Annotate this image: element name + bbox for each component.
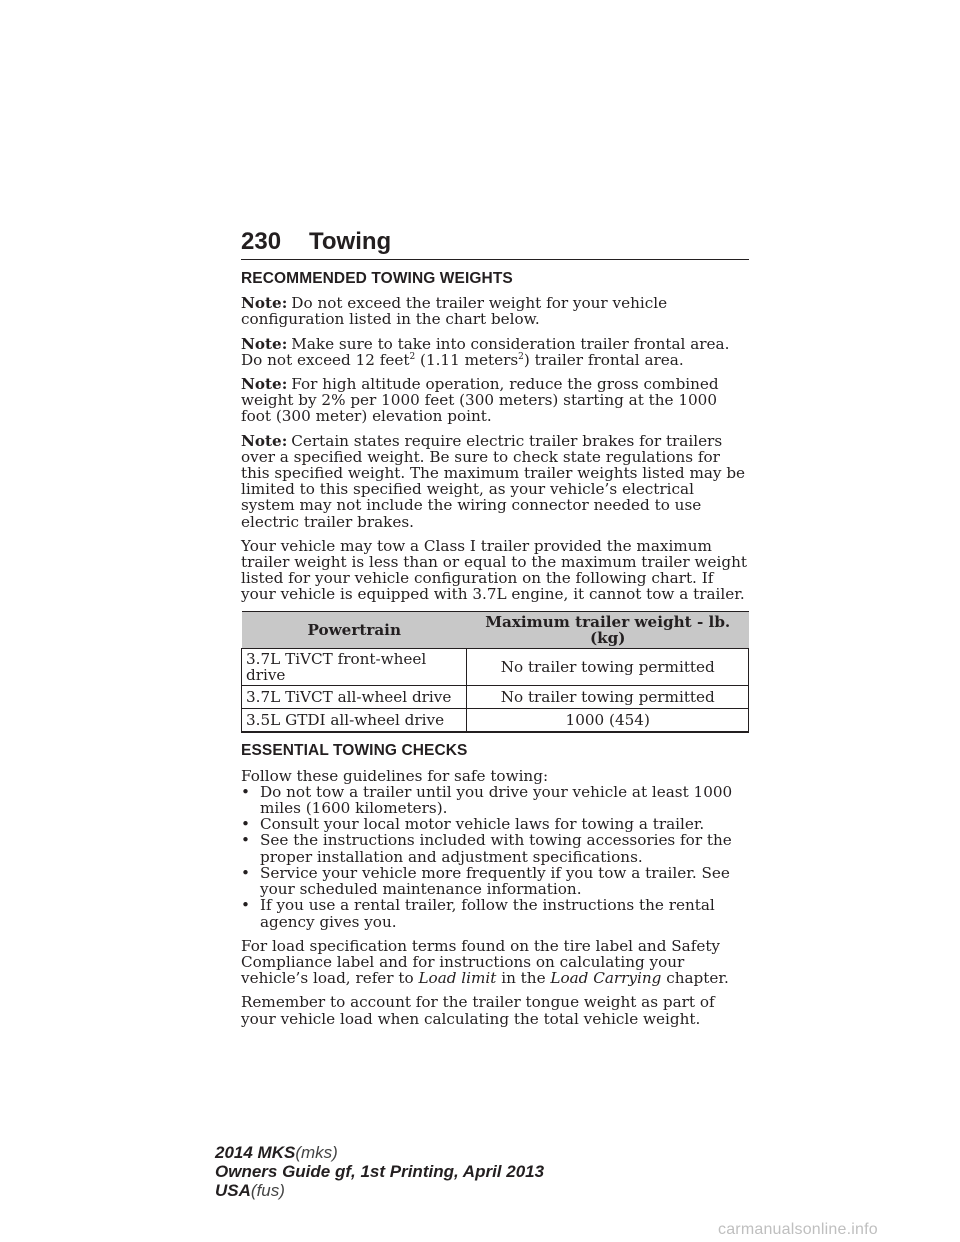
- page-number: 230: [241, 228, 282, 255]
- load-specification-paragraph: For load specification terms found on the tire label and Safety Compliance label and for instructions on calculating your vehicle’s load, refer to Load limit in the Load Carrying chapter.: [241, 936, 729, 988]
- cell-max-weight: No trailer towing permitted: [467, 686, 749, 709]
- page-content: [241, 271, 749, 1035]
- checks-intro: Follow these guidelines for safe towing:: [241, 766, 549, 785]
- footer-line-printing: Owners Guide gf, 1st Printing, April 2013: [215, 1162, 545, 1181]
- table-row: [242, 649, 749, 686]
- list-item: • Consult your local motor vehicle laws for towing a trailer.: [241, 815, 705, 834]
- note-3: Note: For high altitude operation, reduce the gross combined weight by 2% per 1000 feet (300 meters) starting at the 1000 foot (300 meter) elevation point.: [241, 375, 719, 426]
- cell-max-weight: 1000 (454): [467, 709, 749, 733]
- bullet-icon: •: [241, 815, 250, 834]
- table-row: [242, 686, 749, 709]
- list-item: • Service your vehicle more frequently if you tow a trailer. See your scheduled maintenance information.: [241, 863, 730, 899]
- class-i-paragraph: Your vehicle may tow a Class I trailer provided the maximum trailer weight is less than or equal to the maximum trailer weight listed for your vehicle configuration on the following chart. If your vehicle is equipped with 3.7L engine, it cannot tow a trailer.: [241, 536, 747, 604]
- col-header-powertrain: Powertrain: [242, 611, 467, 648]
- tongue-weight-paragraph: Remember to account for the trailer tongue weight as part of your vehicle load when calculating the total vehicle weight.: [241, 993, 715, 1028]
- bullet-icon: •: [241, 896, 250, 915]
- load-limit-reference: Load limit: [418, 969, 497, 988]
- bullet-icon: •: [241, 831, 250, 850]
- print-footer: [215, 1143, 544, 1200]
- load-carrying-reference: Load Carrying: [550, 969, 662, 988]
- heading-essential-towing-checks: ESSENTIAL TOWING CHECKS: [241, 742, 468, 760]
- note-2: Note: Make sure to take into consideration trailer frontal area. Do not exceed 12 feet$^2$ (1.11 meters$^2$) trailer frontal area.: [241, 334, 730, 369]
- footer-line-market: USA(fus): [215, 1181, 285, 1200]
- page-header: [241, 228, 749, 262]
- header-rule: [241, 259, 749, 260]
- list-item: • Do not tow a trailer until you drive your vehicle at least 1000 miles (1600 kilometers).: [241, 782, 733, 818]
- cell-powertrain: 3.7L TiVCT all-wheel drive: [242, 686, 467, 709]
- heading-recommended-towing-weights: RECOMMENDED TOWING WEIGHTS: [241, 270, 513, 287]
- cell-powertrain: 3.5L GTDI all-wheel drive: [242, 709, 467, 733]
- table-header-row: [242, 611, 749, 648]
- bullet-icon: •: [241, 782, 250, 801]
- cell-max-weight: No trailer towing permitted: [467, 649, 749, 686]
- chapter-title: Towing: [309, 228, 392, 255]
- site-watermark: carmanualsonline.info: [718, 1221, 878, 1238]
- note-4: Note: Certain states require electric trailer brakes for trailers over a specified weight. Be sure to check state regulations for this specified weight. The maximum trailer weights listed may be limited to this specified weight, as your vehicle’s electrical system may not include the wiring connector needed to use electric trailer brakes.: [241, 431, 746, 531]
- list-item: • See the instructions included with towing accessories for the proper installation and adjustment specifications.: [241, 831, 732, 866]
- cell-powertrain: 3.7L TiVCT front-wheel drive: [242, 649, 467, 686]
- table-row: [242, 709, 749, 733]
- col-header-max-weight: Maximum trailer weight - lb. (kg): [467, 611, 749, 648]
- footer-line-model: 2014 MKS(mks): [215, 1143, 338, 1162]
- towing-checks-list: [241, 784, 749, 930]
- list-item: • If you use a rental trailer, follow the instructions the rental agency gives you.: [241, 896, 715, 931]
- bullet-icon: •: [241, 863, 250, 882]
- note-1: Note: Do not exceed the trailer weight for your vehicle configuration listed in the chart below.: [241, 294, 668, 329]
- towing-weights-table: [241, 611, 749, 734]
